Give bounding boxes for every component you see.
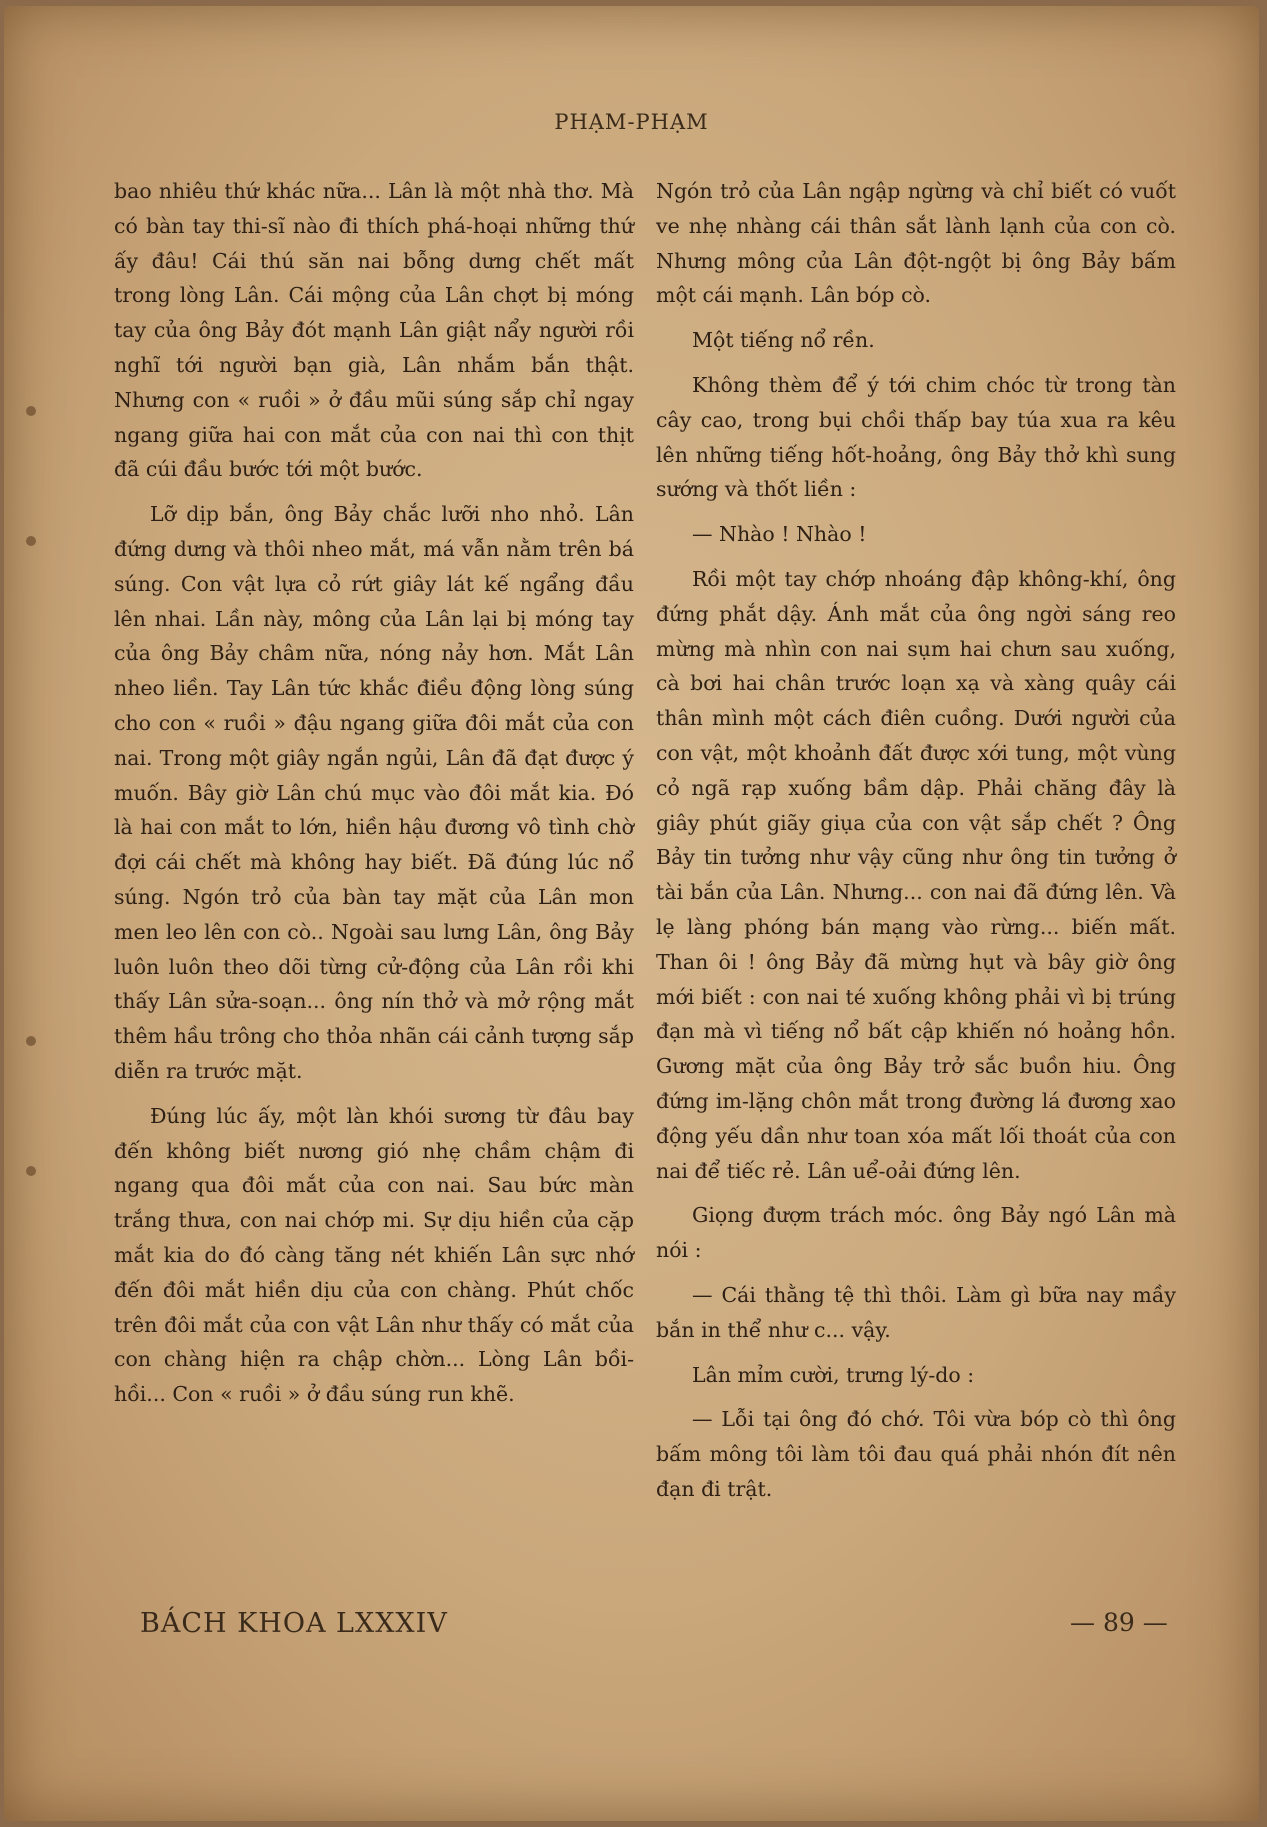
paragraph: — Nhào ! Nhào ! [692,522,867,547]
paragraph: Không thèm để ý tới chim chóc từ trong tàn cây cao, trong bụi chồi thấp bay túa xua ra kêu lên những tiếng hốt-hoảng, ông Bảy thở khì sung sướng và thốt liền : [656,372,1176,502]
left-column [114,174,634,1412]
paragraph: Một tiếng nổ rền. [692,328,875,353]
paragraph: Rồi một tay chớp nhoáng đập không-khí, ông đứng phắt dậy. Ánh mắt của ông ngời sáng reo mừng mà nhìn con nai sụm hai chưn sau xuống, cà bơi hai chân trước loạn xạ và xàng quây cái thân mình một cách điên cuồng. Dưới người của con vật, một khoảnh đất được xới tung, một vùng cỏ ngã rạp xuống bầm dập. Phải chăng đây là giây phút giãy giụa của con vật sắp chết ? Ông Bảy tin tưởng như vậy cũng như ông tin tưởng ở tài bắn của Lân. Nhưng... con nai đã đứng lên. Và lẹ làng phóng bán mạng vào rừng... biến mất. Than ôi ! ông Bảy đã mừng hụt và bây giờ ông mới biết : con nai té xuống không phải vì bị trúng đạn mà vì tiếng nổ bất cập khiến nó hoảng hồn. Gương mặt của ông Bảy trở sắc buồn hiu. Ông đứng im-lặng chôn mắt trong đường lá đương xao động yếu dần như toan xóa mất lối thoát của con nai để tiếc rẻ. Lân uể-oải đứng lên. [656,566,1176,1183]
paragraph: Giọng đượm trách móc. ông Bảy ngó Lân mà nói : [656,1203,1176,1263]
running-head: PHẠM-PHẠM [554,110,709,134]
paragraph: bao nhiêu thứ khác nữa... Lân là một nhà thơ. Mà có bàn tay thi-sĩ nào đi thích phá-hoại những thứ ấy đâu! Cái thú săn nai bỗng dưng chết mất trong lòng Lân. Cái mộng của Lân chợt bị móng tay của ông Bảy đót mạnh Lân giật nẩy người rồi nghĩ tới người bạn già, Lân nhắm bắn thật. Nhưng con « ruồi » ở đầu mũi súng sắp chỉ ngay ngang giữa hai con mắt của con nai thì con thịt đã cúi đầu bước tới một bước. [114,179,634,482]
paragraph: Lỡ dịp bắn, ông Bảy chắc lưỡi nho nhỏ. Lân đứng dưng và thôi nheo mắt, má vẫn nằm trên bá súng. Con vật lựa cỏ rứt giây lát kế ngẩng đầu lên nhai. Lần này, mông của Lân lại bị móng tay của ông Bảy châm nữa, nóng nảy hơn. Mắt Lân nheo liền. Tay Lân tức khắc điều động lòng súng cho con « ruồi » đậu ngang giữa đôi mắt của con nai. Trong một giây ngắn ngủi, Lân đã đạt được ý muốn. Bây giờ Lân chú mục vào đôi mắt kia. Đó là hai con mắt to lớn, hiền hậu đương vô tình chờ đợi cái chết mà không hay biết. Đã đúng lúc nổ súng. Ngón trỏ của bàn tay mặt của Lân mon men leo lên con cò.. Ngoài sau lưng Lân, ông Bảy luôn luôn theo dõi từng cử-động của Lân rồi khi thấy Lân sửa-soạn... ông nín thở và mở rộng mắt thêm hầu trông cho thỏa nhãn cái cảnh tượng sắp diễn ra trước mặt. [114,502,634,1083]
paragraph: Đúng lúc ấy, một làn khói sương từ đâu bay đến không biết nương gió nhẹ chầm chậm đi ngang qua đôi mắt của con nai. Sau bức màn trắng thưa, con nai chớp mi. Sự dịu hiền của cặp mắt kia do đó càng tăng nét khiến Lân sực nhớ đến đôi mắt hiền dịu của con chàng. Phút chốc trên đôi mắt của con vật Lân như thấy có mắt của con chàng hiện ra chập chờn... Lòng Lân bồi-hồi... Con « ruồi » ở đầu súng run khẽ. [114,1103,634,1407]
page-hole-mark [26,1036,36,1046]
right-column [656,174,1176,1507]
book-page [4,6,1259,1821]
page-number: — 89 — [1070,1608,1168,1637]
page-hole-mark [26,1166,36,1176]
journal-footer: BÁCH KHOA LXXXIV [140,1608,448,1639]
paragraph: Lân mỉm cười, trưng lý-do : [692,1362,975,1387]
page-hole-mark [26,406,36,416]
paragraph: Ngón trỏ của Lân ngập ngừng và chỉ biết có vuốt ve nhẹ nhàng cái thân sắt lành lạnh của con cò. Nhưng mông của Lân đột-ngột bị ông Bảy bấm một cái mạnh. Lân bóp cò. [656,179,1176,308]
paragraph: — Lỗi tại ông đó chớ. Tôi vừa bóp cò thì ông bấm mông tôi làm tôi đau quá phải nhón đít nên đạn đi trật. [656,1407,1176,1501]
page-hole-mark [26,536,36,546]
paragraph: — Cái thằng tệ thì thôi. Làm gì bữa nay mầy bắn in thể như c... vậy. [656,1282,1176,1342]
